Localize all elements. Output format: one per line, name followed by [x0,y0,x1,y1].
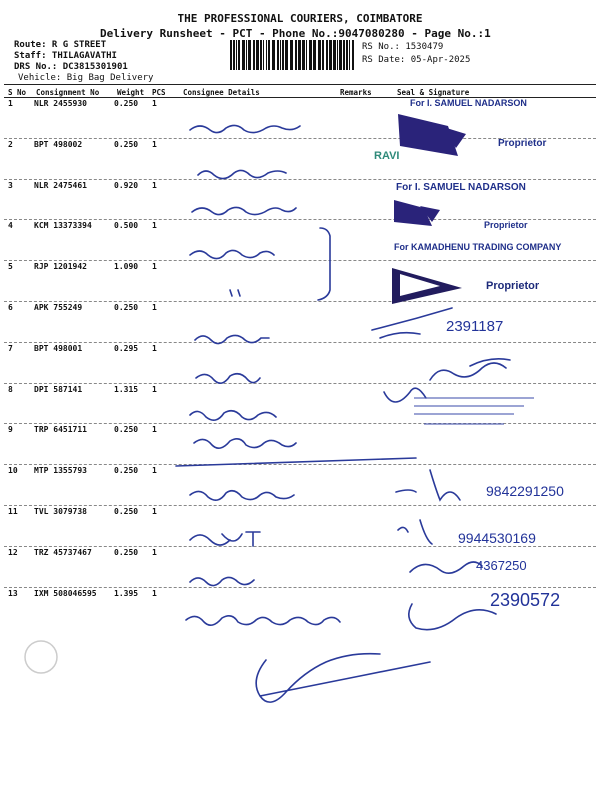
row-consignment-no: NLR 2475461 [34,180,87,190]
row-consignment-no: NLR 2455930 [34,99,87,108]
row-weight: 0.250 [114,466,139,476]
signature [410,562,482,573]
handwritten-number-row13: 2390572 [490,590,561,610]
row-pcs: 1 [152,303,157,312]
row-sno: 1 [8,99,13,108]
row-consignment-no: RJP 1201942 [34,262,87,272]
bracket-mark [318,228,330,300]
underline-scribble [176,458,416,466]
handwritten-name [198,170,286,178]
row-consignment-no: TRZ 45737467 [34,547,92,557]
row-consignment-no: KCM 13373394 [34,221,92,231]
tick-mark [230,290,240,296]
row-consignment-no: MTP 1355793 [34,466,87,476]
signature [396,470,460,500]
col-weight: Weight [117,88,145,97]
row-pcs: 1 [152,547,157,557]
staff-field: Staff: THILAGAVATHI [14,51,117,61]
handwritten-name [190,125,300,132]
row-weight: 0.250 [114,425,139,435]
row-pcs: 1 [152,180,157,190]
handwritten-name [190,250,274,258]
row-sno: 9 [8,425,13,435]
row-weight: 0.920 [114,180,139,190]
handwritten-phone-row10: 9842291250 [486,483,564,499]
handwritten-name [194,439,296,448]
row-weight: 0.295 [114,343,139,353]
stamp-block-8 [414,398,534,424]
vehicle-field: Vehicle: Big Bag Delivery [18,73,154,83]
row-weight: 0.500 [114,221,139,231]
row-consignment-no: APK 755249 [34,303,83,312]
row-weight: 1.315 [114,384,139,394]
stamp-samuel-top: For I. SAMUEL NADARSON [410,98,527,108]
handwritten-name [190,491,294,500]
row-pcs: 1 [152,507,157,516]
row-weight: 0.250 [114,139,139,149]
row-pcs: 1 [152,425,157,435]
faded-round-stamp [25,641,57,673]
col-pcs: PCS [152,88,166,97]
handwritten-name [196,374,260,383]
handwritten-name [195,335,269,343]
col-remarks: Remarks [340,88,372,97]
signature [430,359,510,380]
stamp-block-2 [394,200,440,226]
handwritten-name [190,577,254,585]
row-sno: 3 [8,180,13,190]
row-pcs: 1 [152,139,157,149]
row-sno: 11 [8,507,18,516]
stamp-samuel-mid: For I. SAMUEL NADARSON [396,182,526,193]
signature [398,520,432,544]
company-name: THE PROFESSIONAL COURIERS, COIMBATORE [177,12,423,25]
stamp-kamadhenu: For KAMADHENU TRADING COMPANY [394,242,562,252]
row-consignment-no: BPT 498001 [34,343,83,353]
stamp-block-3 [392,268,462,304]
stamp-proprietor-3: Proprietor [486,280,540,292]
runsheet-title: Delivery Runsheet - PCT - Phone No.:9047080280 - Page No.:1 [100,27,491,40]
col-consignment: Consignment No [36,88,100,97]
row-sno: 4 [8,221,13,231]
handwritten-name [190,411,276,420]
signature [409,604,496,630]
row-weight: 0.250 [114,303,139,312]
route-field: Route: R G STREET [14,40,107,50]
rs-date: RS Date: 05-Apr-2025 [362,55,471,65]
row-consignment-no: DPI 587141 [34,384,83,394]
final-signature [256,654,430,702]
row-weight: 0.250 [114,99,139,108]
row-pcs: 1 [152,262,157,272]
rs-number: RS No.: 1530479 [362,42,444,52]
row-sno: 2 [8,139,13,149]
row-weight: 1.395 [114,588,139,598]
signature [372,308,452,338]
stamp-ravi: RAVI [374,150,400,162]
col-consignee: Consignee Details [183,88,260,97]
drs-field: DRS No.: DC3815301901 [14,62,128,72]
row-pcs: 1 [152,588,157,598]
row-pcs: 1 [152,384,157,394]
signature [384,388,426,402]
row-weight: 1.090 [114,262,139,272]
row-consignment-no: IXM 508046595 [34,588,97,598]
stamp-proprietor-2: Proprietor [484,220,528,230]
row-consignment-no: TVL 3079738 [34,507,87,516]
col-seal: Seal & Signature [397,88,470,97]
stamp-proprietor-1: Proprietor [498,138,547,149]
row-sno: 8 [8,384,13,394]
row-pcs: 1 [152,343,157,353]
handwritten-number-row12: 4367250 [476,558,527,573]
row-sno: 7 [8,343,13,353]
row-sno: 5 [8,262,13,272]
handwritten-name [186,616,340,625]
row-pcs: 1 [152,221,157,231]
row-sno: 6 [8,303,13,312]
row-sno: 13 [8,588,18,598]
handwritten-phone-row11: 9944530169 [458,530,536,546]
handwritten-name [190,532,260,546]
row-consignment-no: BPT 498002 [34,139,83,149]
row-pcs: 1 [152,466,157,476]
row-consignment-no: TRP 6451711 [34,425,87,435]
stamp-block-1 [398,114,466,156]
row-weight: 0.250 [114,547,139,557]
handwritten-number-row6: 2391187 [446,318,504,335]
col-sno: S No [8,88,27,97]
row-pcs: 1 [152,99,157,108]
row-sno: 12 [8,547,18,557]
handwritten-name [192,207,296,214]
row-sno: 10 [8,466,18,476]
row-weight: 0.250 [114,507,139,516]
